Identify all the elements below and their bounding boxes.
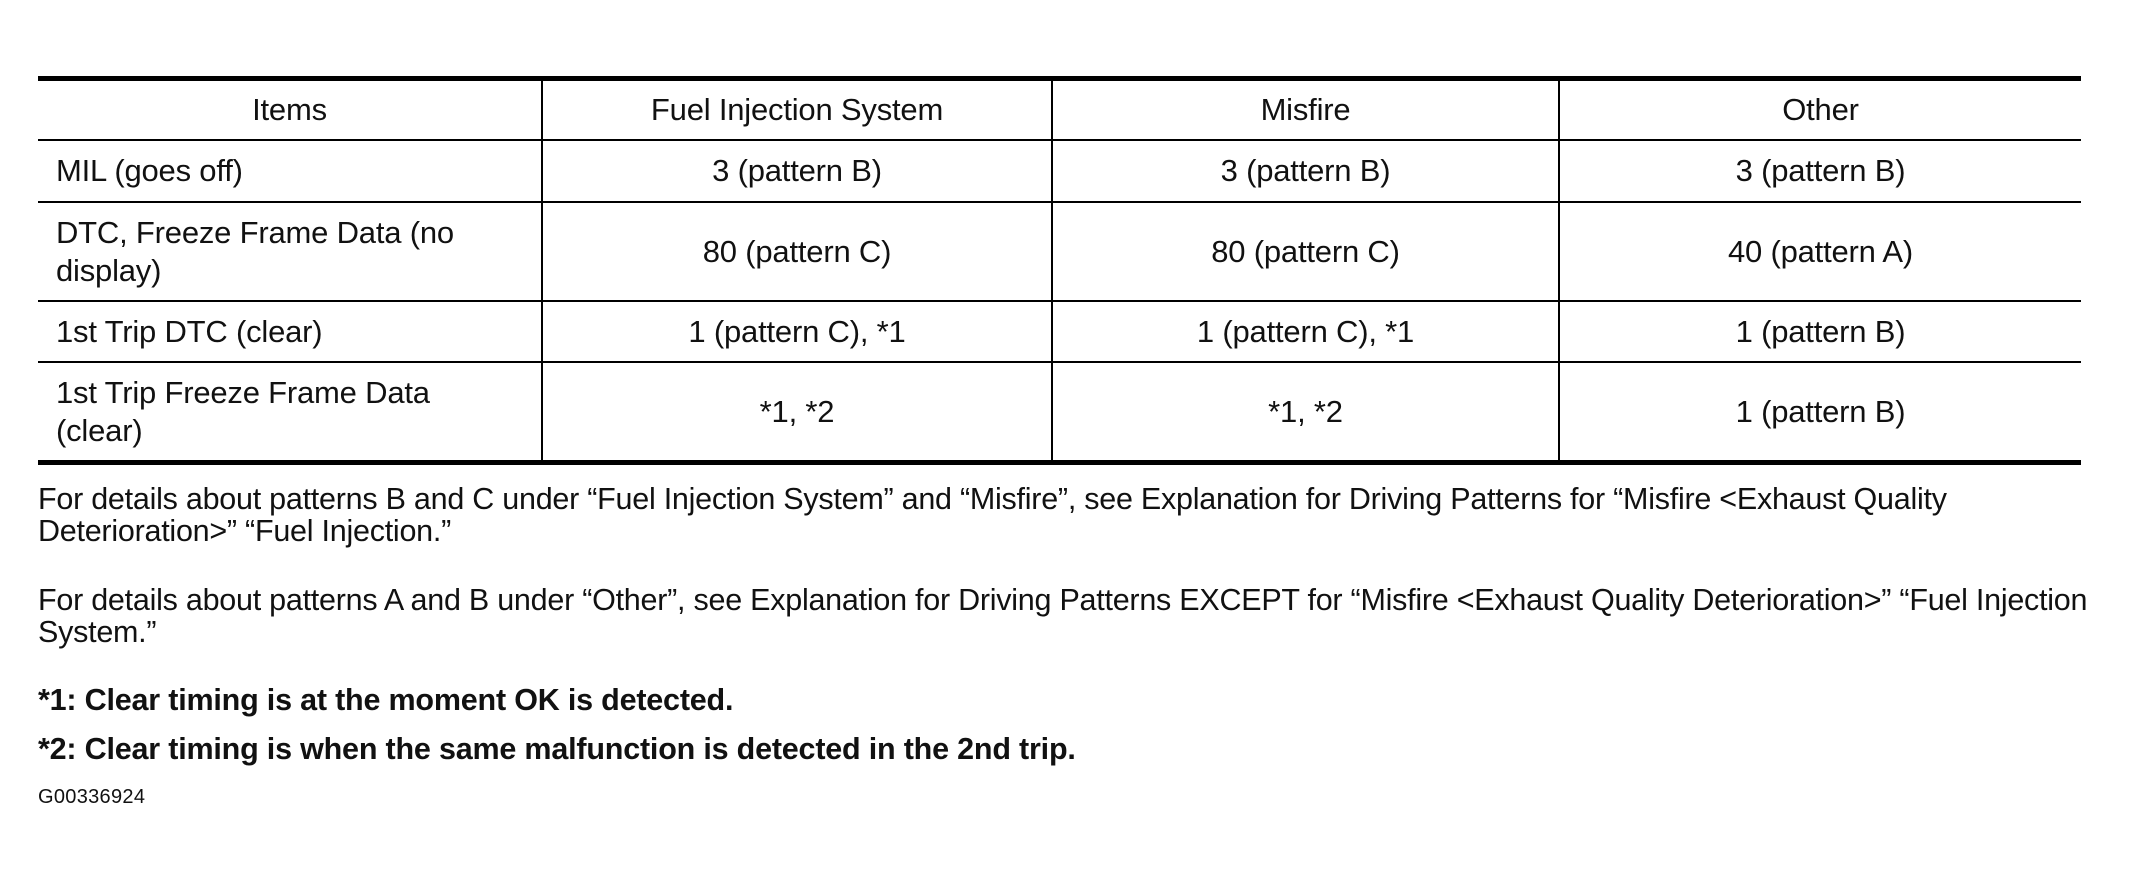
misfire-value: 80 (pattern C) — [1052, 202, 1559, 301]
table-row — [38, 140, 2081, 202]
fuel-injection-value: 1 (pattern C), *1 — [542, 301, 1052, 362]
pattern-note-fuel-misfire: For details about patterns B and C under “Fuel Injection System” and “Misfire”, see Explanation for Driving Patterns for “Misfire <Exhaust Quality Deterioration>” “Fuel Injection.” — [38, 482, 1947, 548]
table-row — [38, 301, 2081, 362]
pattern-note-other: For details about patterns A and B under “Other”, see Explanation for Driving Patterns EXCEPT for “Misfire <Exhaust Quality Deterioration>” “Fuel Injection System.” — [38, 583, 2088, 649]
header-fuel-injection-system: Fuel Injection System — [542, 79, 1052, 141]
footnote-2: *2: Clear timing is when the same malfunction is detected in the 2nd trip. — [38, 732, 1076, 766]
header-items: Items — [38, 79, 542, 141]
row-item-label: 1st Trip Freeze Frame Data (clear) — [38, 362, 542, 463]
other-value: 3 (pattern B) — [1559, 140, 2081, 202]
misfire-value: *1, *2 — [1052, 362, 1559, 463]
footnote-1: *1: Clear timing is at the moment OK is detected. — [38, 683, 734, 717]
table-header-row — [38, 79, 2081, 141]
table-row — [38, 202, 2081, 301]
figure-id: G00336924 — [38, 786, 146, 808]
misfire-value: 1 (pattern C), *1 — [1052, 301, 1559, 362]
fuel-injection-value: 80 (pattern C) — [542, 202, 1052, 301]
header-other: Other — [1559, 79, 2081, 141]
other-value: 40 (pattern A) — [1559, 202, 2081, 301]
fuel-injection-value: 3 (pattern B) — [542, 140, 1052, 202]
other-value: 1 (pattern B) — [1559, 362, 2081, 463]
header-misfire: Misfire — [1052, 79, 1559, 141]
clear-timing-table — [38, 76, 2081, 465]
row-item-label: DTC, Freeze Frame Data (no display) — [38, 202, 542, 301]
row-item-label: 1st Trip DTC (clear) — [38, 301, 542, 362]
other-value: 1 (pattern B) — [1559, 301, 2081, 362]
table-row — [38, 362, 2081, 463]
fuel-injection-value: *1, *2 — [542, 362, 1052, 463]
misfire-value: 3 (pattern B) — [1052, 140, 1559, 202]
row-item-label: MIL (goes off) — [38, 140, 542, 202]
